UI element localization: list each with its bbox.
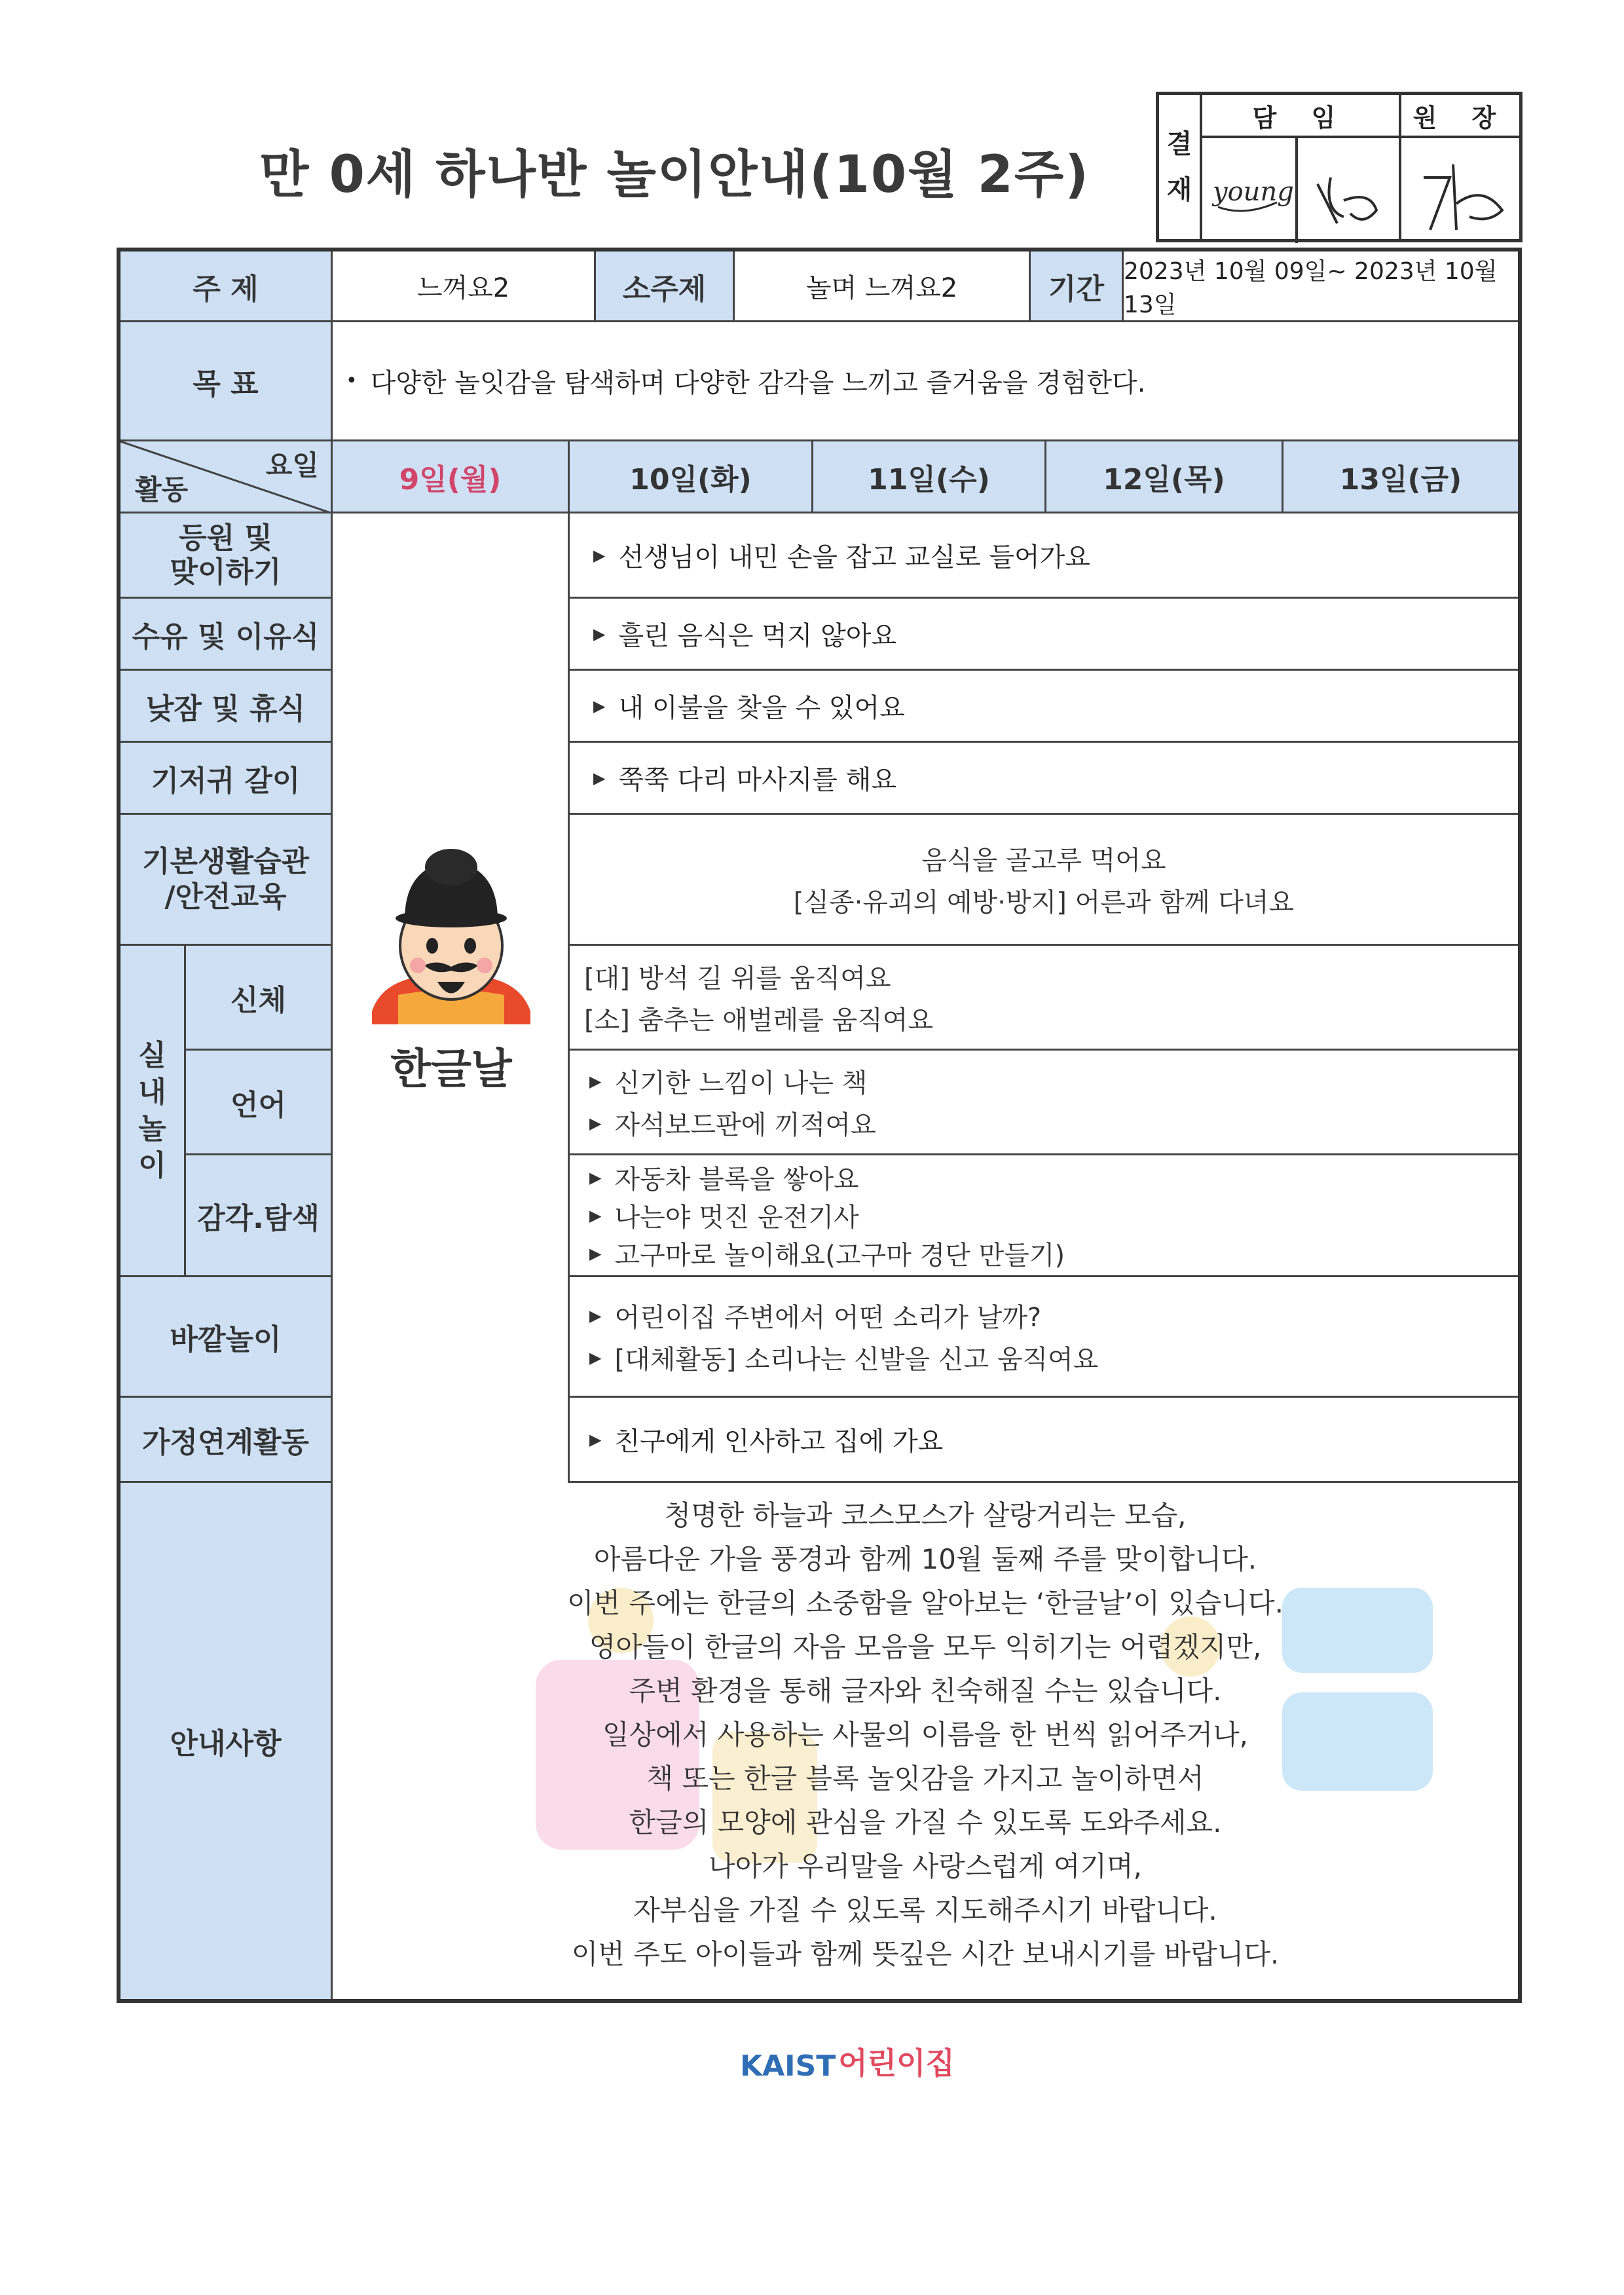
home-text: 친구에게 인사하고 집에 가요 <box>614 1427 944 1457</box>
logo-text-kaist: KAIST <box>740 2049 836 2083</box>
day-fri: 13일(금) <box>1283 441 1518 513</box>
home-label: 가정연계활동 <box>120 1398 333 1483</box>
subtheme-value: 놀며 느껴요2 <box>735 252 1031 322</box>
notice-line: 아름다운 가을 풍경과 함께 10월 둘째 주를 맞이합니다. <box>593 1543 1257 1575</box>
language-cell: ▶ 신기한 느낌이 나는 책 ▶ 자석보드판에 끼적여요 <box>570 1051 1518 1155</box>
notice-line: 한글의 모양에 관심을 가질 수 있도록 도와주세요. <box>629 1806 1222 1838</box>
arrival-text: 선생님이 내민 손을 잡고 교실로 들어가요 <box>618 542 1090 572</box>
diaper-label: 기저귀 갈이 <box>120 743 333 815</box>
director-label: 원 장 <box>1401 95 1521 138</box>
arrival-cell: ▶ 선생님이 내민 손을 잡고 교실로 들어가요 <box>570 513 1518 599</box>
language-label: 언어 <box>186 1051 333 1155</box>
king-illustration <box>333 841 570 1142</box>
approval-side-char-2: 재 <box>1166 175 1192 205</box>
holiday-label: 한글날 <box>390 1045 512 1094</box>
notice-line: 이번 주도 아이들과 함께 뜻깊은 시간 보내시기를 바랍니다. <box>571 1938 1280 1970</box>
director-signature <box>1404 138 1521 243</box>
outdoor-label: 바깥놀이 <box>120 1277 333 1398</box>
outdoor-cell: ▶ 어린이집 주변에서 어떤 소리가 날까? ▶ [대체활동] 소리나는 신발을 신고 움직여요 <box>570 1277 1518 1398</box>
sense-line-1: 자동차 블록을 쌓아요 <box>614 1165 859 1195</box>
notice-line: 청명한 하늘과 코스모스가 살랑거리는 모습, <box>664 1499 1187 1531</box>
arrival-label: 등원 및 맞이하기 <box>120 513 333 599</box>
page-title: 만 0세 하나반 놀이안내(10월 2주) <box>259 145 1090 204</box>
notice-text <box>333 1483 1518 1976</box>
day-mon: 9일(월) <box>333 441 570 513</box>
teacher-label: 담 임 <box>1202 95 1399 138</box>
schedule-table <box>117 248 1522 2003</box>
approval-side-char-1: 결 <box>1166 129 1192 159</box>
notice-line: 일상에서 사용하는 사물의 이름을 한 번씩 읽어주거나, <box>602 1719 1249 1751</box>
language-line-2: 자석보드판에 끼적여요 <box>614 1110 876 1140</box>
notice-line: 주변 환경을 통해 글자와 친숙해질 수는 있습니다. <box>629 1675 1222 1707</box>
sense-label: 감각.탐색 <box>186 1155 333 1277</box>
day-thu: 12일(목) <box>1046 441 1283 513</box>
notice-label: 안내사항 <box>120 1483 333 1999</box>
notice-line: 자부심을 가질 수 있도록 지도해주시기 바랍니다. <box>633 1894 1217 1926</box>
subtheme-label: 소주제 <box>596 252 735 322</box>
body-line-2: [소] 춤추는 애벌레를 움직여요 <box>584 1005 934 1036</box>
body-cell <box>570 946 1518 1051</box>
sense-line-2: 나는야 멋진 운전기사 <box>614 1203 859 1233</box>
sense-line-3: 고구마로 놀이해요(고구마 경단 만들기) <box>614 1241 1065 1271</box>
day-wed: 11일(수) <box>813 441 1046 513</box>
nap-cell: ▶ 내 이불을 찾을 수 있어요 <box>570 671 1518 743</box>
teacher-signature-1 <box>1205 138 1293 243</box>
day-tue: 10일(화) <box>570 441 813 513</box>
theme-label: 주 제 <box>120 252 333 322</box>
notice-line: 책 또는 한글 블록 놀잇감을 가지고 놀이하면서 <box>646 1763 1204 1795</box>
nap-label: 낮잠 및 휴식 <box>120 671 333 743</box>
meal-text: 흘린 음식은 먹지 않아요 <box>618 621 897 651</box>
day-corner-top: 요일 <box>265 449 319 481</box>
kaist-daycare-logo <box>740 2043 955 2083</box>
goal-label: 목 표 <box>120 322 333 441</box>
sense-cell: ▶ 자동차 블록을 쌓아요 ▶ 나는야 멋진 운전기사 ▶ 고구마로 놀이해요(고구마 경단 만들기) <box>570 1155 1518 1277</box>
body-line-1: [대] 방석 길 위를 움직여요 <box>584 963 891 994</box>
habit-line-1: 음식을 골고루 먹어요 <box>921 846 1166 876</box>
nap-text: 내 이불을 찾을 수 있어요 <box>618 693 905 723</box>
diaper-text: 쭉쭉 다리 마사지를 해요 <box>618 765 897 795</box>
home-cell: ▶ 친구에게 인사하고 집에 가요 <box>570 1398 1518 1483</box>
notice-line: 영아들이 한글의 자음 모음을 모두 익히기는 어렵겠지만, <box>589 1631 1262 1663</box>
habit-cell <box>570 815 1518 946</box>
diaper-cell: ▶ 쭉쭉 다리 마사지를 해요 <box>570 743 1518 815</box>
theme-value: 느껴요2 <box>333 252 596 322</box>
habit-line-2: [실종·유괴의 예방·방지] 어른과 함께 다녀요 <box>793 887 1295 918</box>
day-corner <box>120 441 333 513</box>
meal-label: 수유 및 이유식 <box>120 599 333 671</box>
approval-box <box>1156 92 1522 242</box>
period-label: 기간 <box>1031 252 1124 322</box>
notice-line: 이번 주에는 한글의 소중함을 알아보는 ‘한글날’이 있습니다. <box>567 1587 1283 1619</box>
goal-value: 다양한 놀잇감을 탐색하며 다양한 감각을 느끼고 즐거움을 경험한다. <box>370 368 1146 398</box>
teacher-signature-2 <box>1298 138 1396 243</box>
language-line-1: 신기한 느낌이 나는 책 <box>614 1068 868 1098</box>
habit-label: 기본생활습관 /안전교육 <box>120 815 333 946</box>
day-corner-bottom: 활동 <box>135 474 189 506</box>
notice-cell <box>333 1483 1518 1999</box>
outdoor-line-1: 어린이집 주변에서 어떤 소리가 날까? <box>614 1303 1042 1333</box>
body-label: 신체 <box>186 946 333 1051</box>
period-value: 2023년 10월 09일~ 2023년 10월 13일 <box>1124 252 1518 322</box>
signature-text: young <box>1213 177 1293 207</box>
meal-cell: ▶ 흘린 음식은 먹지 않아요 <box>570 599 1518 671</box>
approval-side-label <box>1159 95 1202 239</box>
indoor-play-label: 실 내 놀 이 <box>120 946 186 1277</box>
outdoor-line-2: [대체활동] 소리나는 신발을 신고 움직여요 <box>614 1345 1099 1375</box>
logo-text-daycare: 어린이집 <box>838 2045 955 2081</box>
goal-value-cell: • 다양한 놀잇감을 탐색하며 다양한 감각을 느끼고 즐거움을 경험한다. <box>333 322 1518 441</box>
notice-line: 나아가 우리말을 사랑스럽게 여기며, <box>709 1850 1142 1882</box>
